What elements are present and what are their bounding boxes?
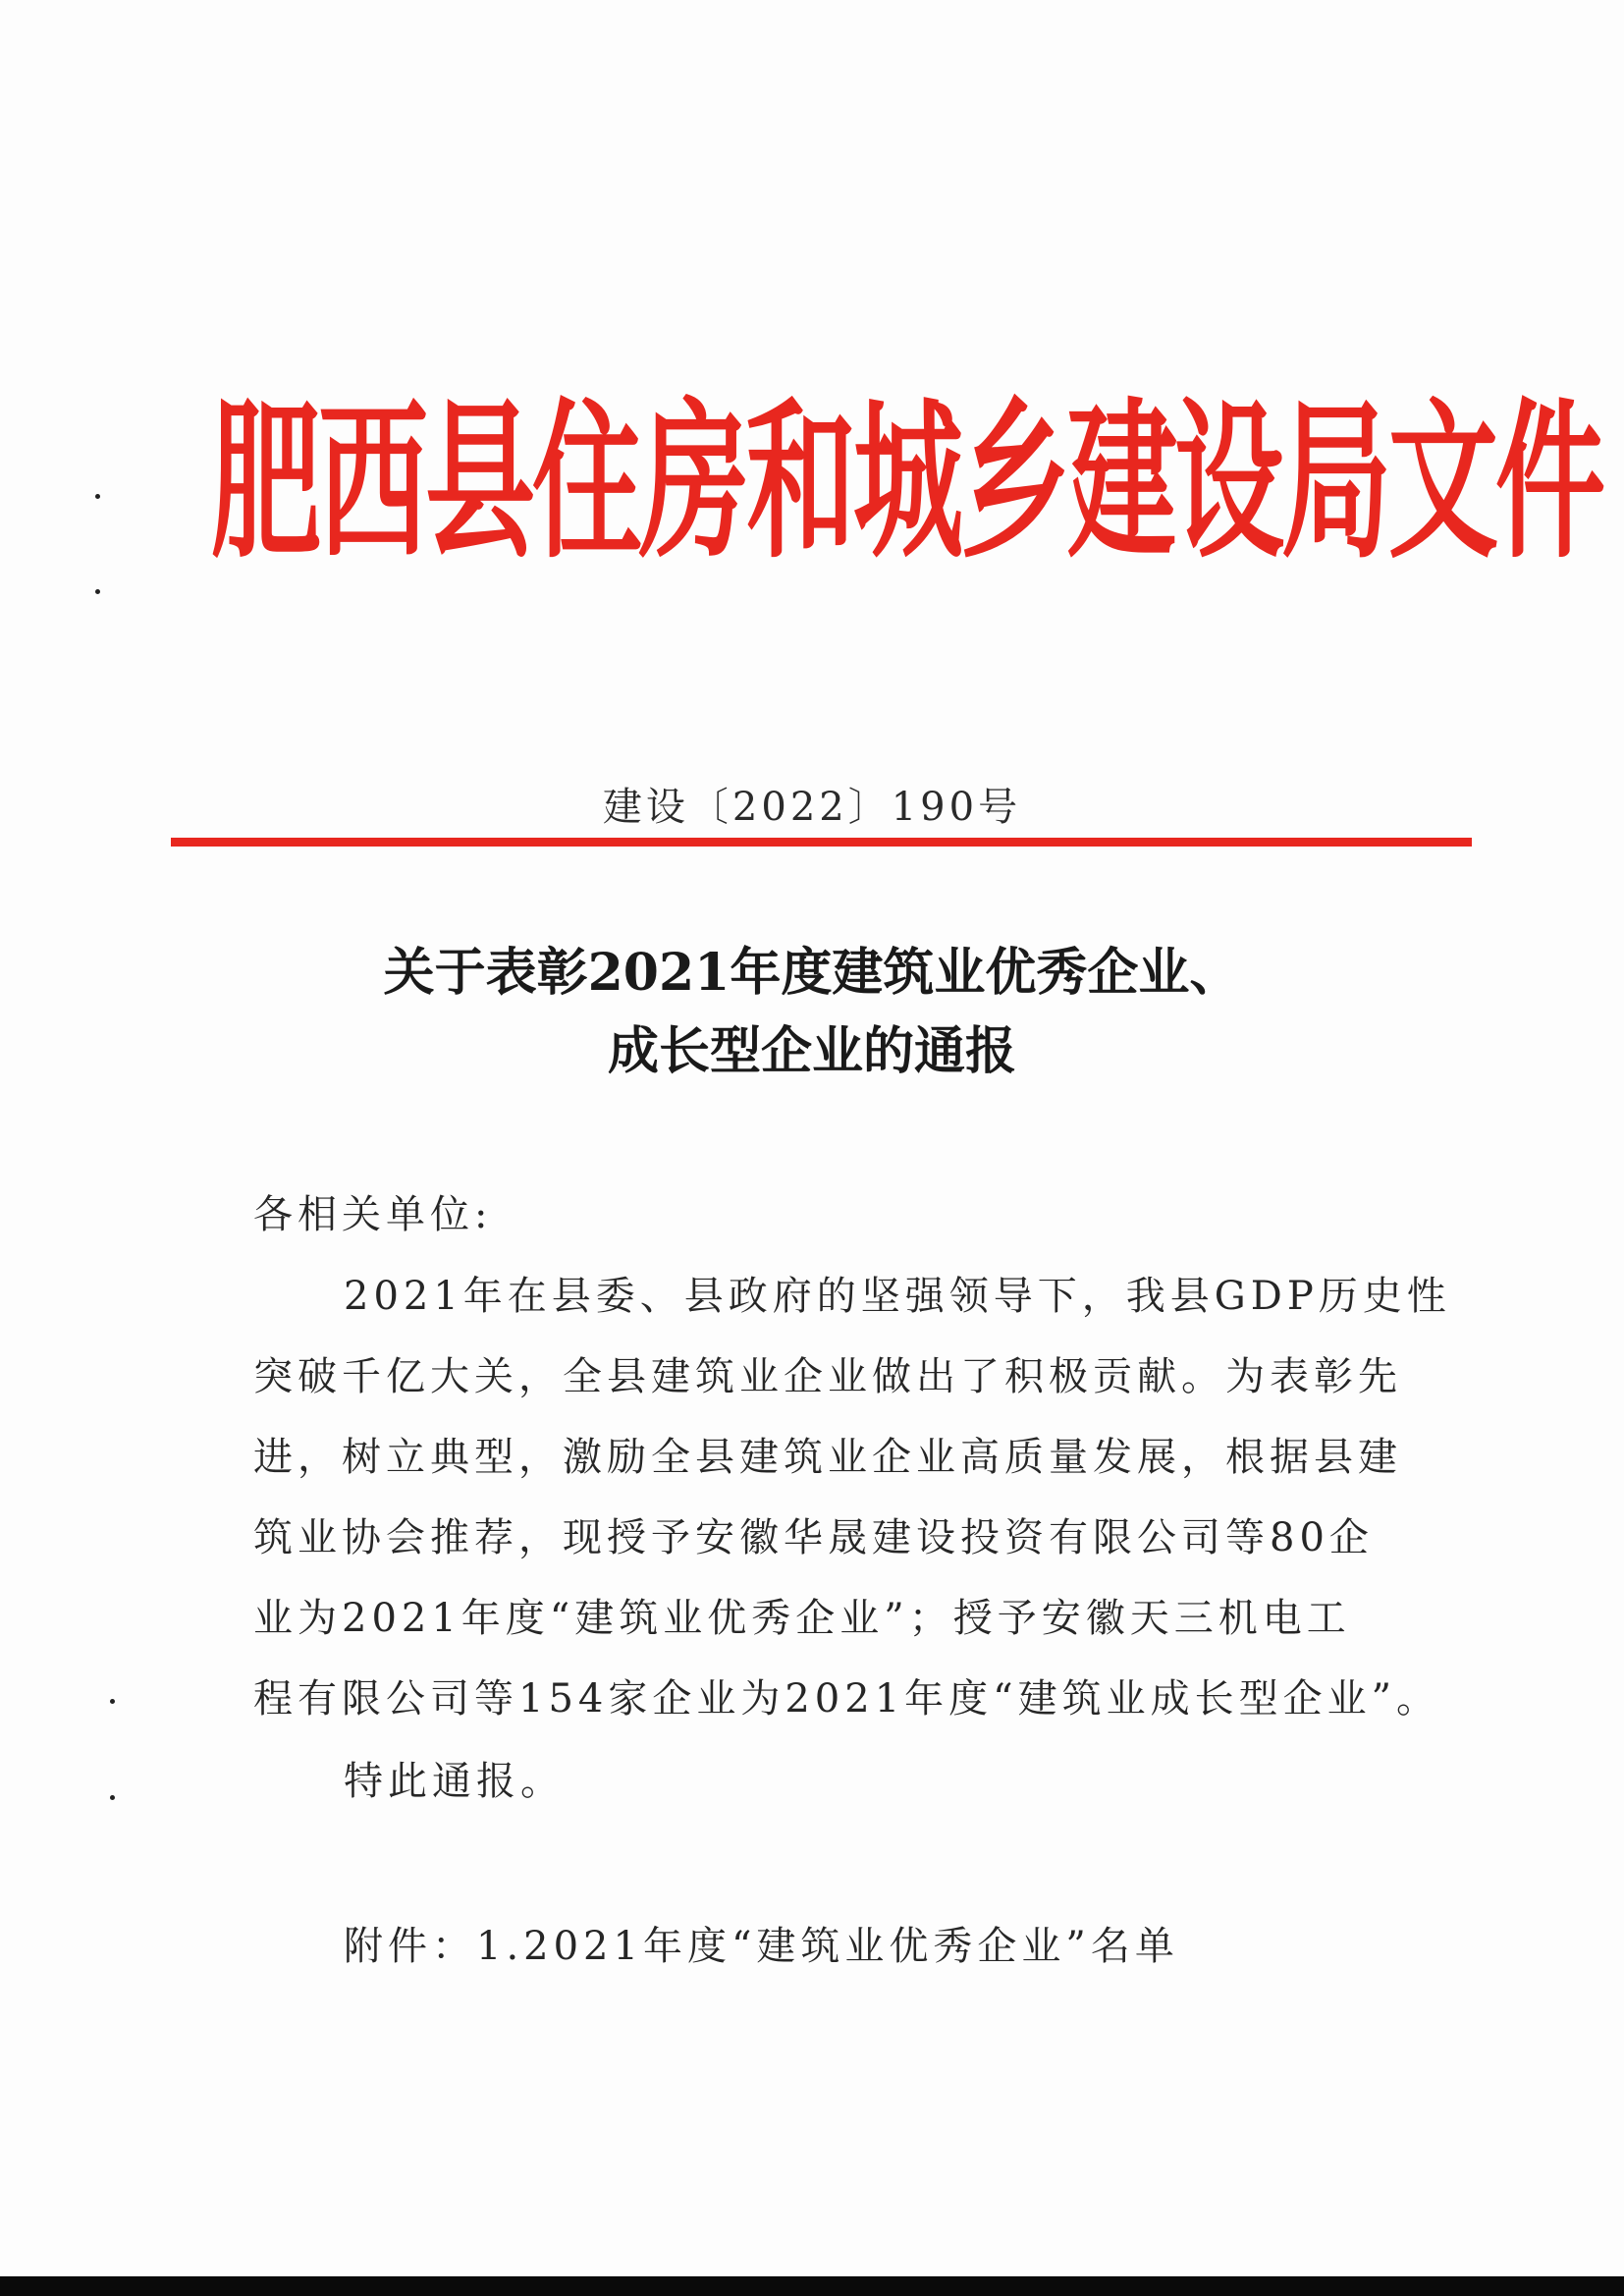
body-line-5: 业为2021年度“建筑业优秀企业”；授予安徽天三机电工 xyxy=(253,1596,1351,1641)
body-line-3: 进，树立典型，激励全县建筑业企业高质量发展，根据县建 xyxy=(253,1435,1402,1480)
closing-statement: 特此通报。 xyxy=(344,1759,565,1804)
notice-title-line-2: 成长型企业的通报 xyxy=(607,1021,1016,1081)
scan-bottom-edge xyxy=(0,2276,1624,2296)
scan-mark xyxy=(95,589,100,594)
scan-mark xyxy=(110,1795,115,1800)
body-line-4: 筑业协会推荐，现授予安徽华晟建设投资有限公司等80企 xyxy=(253,1515,1374,1560)
attachment-line: 附件：1.2021年度“建筑业优秀企业”名单 xyxy=(344,1924,1179,1969)
scan-mark xyxy=(95,494,100,499)
issuing-authority-header: 肥西县住房和城乡建设局文件 xyxy=(211,382,1602,582)
salutation: 各相关单位: xyxy=(253,1192,493,1237)
document-number: 建设〔2022〕190号 xyxy=(602,785,1022,830)
body-line-6: 程有限公司等154家企业为2021年度“建筑业成长型企业”。 xyxy=(253,1676,1441,1722)
body-line-1: 2021年在县委、县政府的坚强领导下，我县GDP历史性 xyxy=(344,1274,1451,1319)
scan-mark xyxy=(110,1699,115,1704)
notice-title-line-1: 关于表彰2021年度建筑业优秀企业、 xyxy=(383,943,1241,1003)
body-line-2: 突破千亿大关，全县建筑业企业做出了积极贡献。为表彰先 xyxy=(253,1354,1402,1399)
red-divider-line xyxy=(171,838,1472,847)
